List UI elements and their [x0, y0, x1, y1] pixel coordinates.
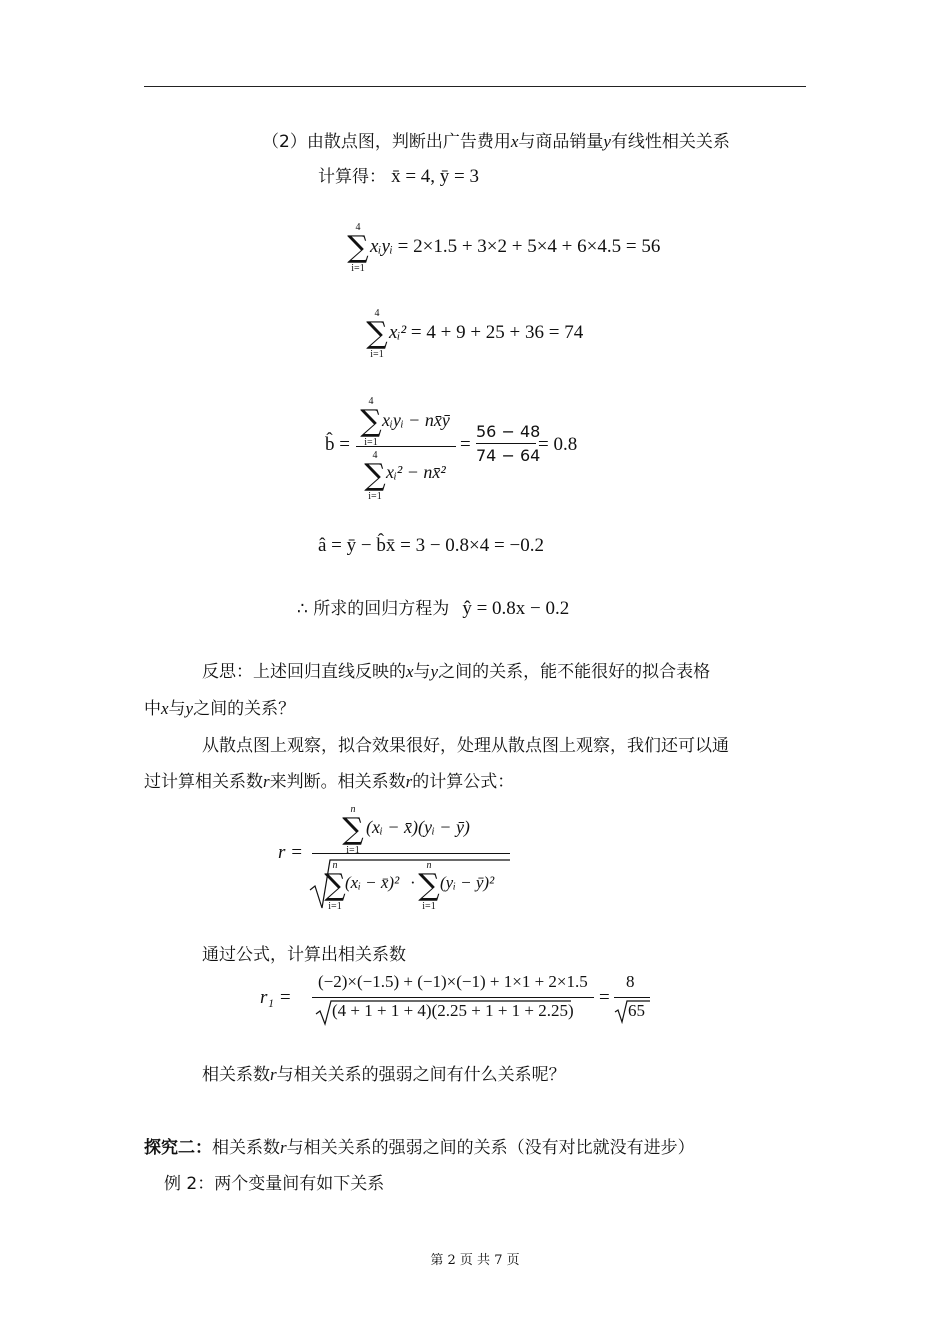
explore2-text: 相关系数 — [212, 1138, 280, 1158]
eq3-equals: = — [460, 434, 471, 455]
sum-lower: i=1 — [368, 491, 382, 502]
formula-r1-denominator: (4 + 1 + 1 + 4)(2.25 + 1 + 1 + 2.25) — [332, 1001, 574, 1020]
means-eq: x̄ = 4, ȳ = 3 — [391, 166, 480, 187]
var-y: y — [185, 699, 194, 718]
eq3-frac2 — [476, 422, 541, 465]
explore2-label: 探究二： — [144, 1138, 212, 1158]
eq3-lhs: b̂ = — [325, 434, 350, 455]
reflect-line1 — [202, 657, 710, 682]
sum-upper: n — [426, 860, 432, 871]
sigma-icon: ∑ — [342, 812, 364, 847]
explore2-line — [144, 1133, 695, 1158]
eq3-result: = 0.8 — [538, 434, 578, 455]
formula-r1-numerator: (−2)×(−1.5) + (−1)×(−1) + 1×1 + 2×1.5 — [318, 972, 588, 991]
explore2-text: 与相关关系的强弱之间的关系（没有对比就没有进步） — [286, 1138, 695, 1158]
var-y: y — [603, 132, 611, 151]
var-r: r — [405, 772, 413, 791]
sum-upper: 4 — [374, 308, 380, 319]
eq4: â = ȳ − b̂x̄ = 3 − 0.8×4 = −0.2 — [318, 535, 544, 556]
eq3-num2: 56 − 48 — [476, 422, 541, 441]
eq2-rhs: = 4 + 9 + 25 + 36 = 74 — [410, 322, 584, 343]
sigma-icon: ∑ — [347, 230, 369, 265]
formula-r-dot: · — [410, 873, 416, 892]
eq3-den2: 74 − 64 — [476, 446, 541, 465]
var-x: x — [161, 699, 169, 718]
formula-r-numerator: (xᵢ − x̄)(yᵢ − ȳ) — [366, 817, 470, 837]
sigma-icon: ∑ — [418, 868, 440, 903]
question-line — [202, 1060, 566, 1085]
sec2-text-a: （2）由散点图，判断出广告费用 — [262, 132, 511, 152]
eq1-rhs: = 2×1.5 + 3×2 + 5×4 + 6×4.5 = 56 — [397, 236, 661, 257]
question-text: 相关系数 — [202, 1065, 270, 1085]
page-footer: 第 2 页 共 7 页 — [430, 1253, 520, 1268]
sigma-icon: ∑ — [360, 404, 382, 439]
reflect-text: 反思：上述回归直线反映的 — [202, 662, 406, 682]
eq3-numerator: xᵢyᵢ − nx̄ȳ — [382, 410, 450, 430]
calc-line — [318, 162, 479, 188]
sigma-icon: ∑ — [364, 458, 386, 493]
header-rule — [144, 86, 806, 87]
sum-upper: 4 — [368, 396, 374, 407]
reflect-text: 与 — [168, 699, 186, 719]
sum-lower: i=1 — [364, 437, 378, 448]
example2-line: 例 2：两个变量间有如下关系 — [164, 1174, 385, 1194]
formula-r1-result-num: 8 — [626, 972, 635, 991]
eq1 — [370, 236, 660, 258]
sum-upper: n — [350, 804, 356, 815]
sum-upper: 4 — [372, 450, 378, 461]
sigma-icon: ∑ — [366, 316, 388, 351]
calc-label: 计算得： — [318, 167, 386, 187]
formula-r1-lhs: r₁ = — [260, 987, 292, 1008]
sec2-line1 — [262, 127, 730, 152]
sum-lower: i=1 — [370, 349, 384, 360]
via-formula-text: 通过公式，计算出相关系数 — [202, 945, 406, 965]
question-text: 与相关关系的强弱之间有什么关系呢？ — [276, 1065, 566, 1085]
formula-r1-equals: = — [599, 987, 610, 1008]
eq5-line — [297, 594, 569, 620]
var-x: x — [406, 662, 414, 681]
formula-r-den-sum-b — [416, 860, 442, 912]
var-r: r — [263, 772, 270, 791]
eq2-lhs: xᵢ² — [389, 322, 407, 343]
eq5-prefix: ∴ 所求的回归方程为 — [297, 599, 450, 619]
formula-r-den-b: (yᵢ − ȳ)² — [440, 873, 495, 892]
reflect-text: 中 — [144, 699, 161, 719]
reflect-text: 与 — [413, 662, 431, 682]
sigma-icon: ∑ — [324, 868, 346, 903]
var-r: r — [270, 1065, 277, 1084]
eq3-denominator: xᵢ² − nx̄² — [386, 462, 446, 482]
reflect-text: 之间的关系？ — [193, 699, 296, 719]
eq2 — [389, 322, 583, 344]
sum-lower: i=1 — [422, 901, 436, 912]
eq1-sum — [343, 222, 373, 274]
observe-line2 — [144, 767, 514, 792]
observe-text: 来判断。相关系数 — [269, 772, 406, 792]
formula-r-lhs: r = — [278, 842, 303, 863]
eq2-sum — [362, 308, 392, 360]
formula-r-fraction-bar — [312, 853, 510, 854]
formula-r1-result-den: 65 — [628, 1001, 645, 1020]
eq3-frac2-bar — [476, 443, 536, 444]
sec2-text-b: 与商品销量 — [518, 132, 604, 152]
sec2-text-c: 有线性相关关系 — [610, 132, 730, 152]
var-x: x — [510, 132, 519, 151]
formula-r-den-a: (xᵢ − x̄)² — [345, 873, 400, 892]
eq1-lhs: xᵢyᵢ — [370, 236, 393, 257]
observe-line1: 从散点图上观察，拟合效果很好，处理从散点图上观察，我们还可以通 — [202, 736, 729, 756]
observe-text: 过计算相关系数 — [144, 772, 263, 792]
sum-lower: i=1 — [351, 263, 365, 274]
sum-upper: 4 — [355, 222, 361, 233]
sum-lower: i=1 — [346, 845, 360, 856]
var-r: r — [280, 1138, 287, 1157]
eq3-fraction-bar — [356, 446, 456, 447]
formula-r-num-sum — [340, 804, 366, 856]
reflect-text: 之间的关系，能不能很好的拟合表格 — [438, 662, 711, 682]
sum-upper: n — [332, 860, 338, 871]
eq5-equation: ŷ = 0.8x − 0.2 — [462, 598, 570, 619]
observe-text: 的计算公式： — [412, 772, 515, 792]
reflect-line2 — [144, 694, 295, 719]
var-y: y — [430, 662, 439, 681]
sum-lower: i=1 — [328, 901, 342, 912]
